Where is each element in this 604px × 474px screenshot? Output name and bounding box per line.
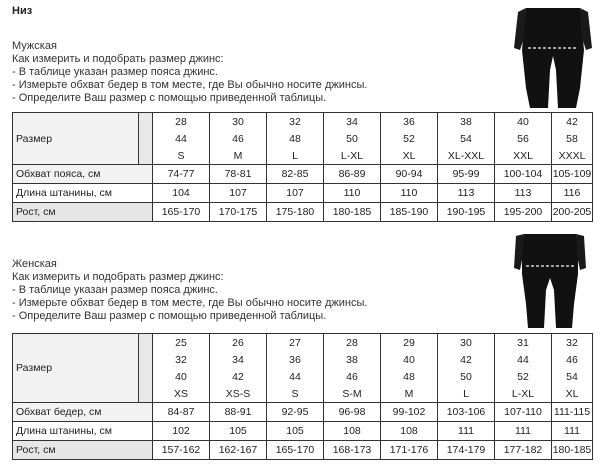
size-cell: XXL bbox=[495, 147, 552, 165]
measure-cell: 103-106 bbox=[438, 403, 495, 422]
size-cell: 34 bbox=[324, 113, 381, 131]
size-cell: XL-XXL bbox=[438, 147, 495, 165]
size-cell: 52 bbox=[381, 130, 438, 147]
size-cell: 26 bbox=[210, 334, 267, 352]
men-intro bbox=[12, 40, 367, 105]
measure-cell: 108 bbox=[381, 422, 438, 441]
size-cell: 58 bbox=[552, 130, 593, 147]
size-cell: 54 bbox=[438, 130, 495, 147]
size-cell: S-M bbox=[324, 385, 381, 403]
measure-cell: 168-173 bbox=[324, 441, 381, 460]
measure-cell: 107 bbox=[210, 184, 267, 203]
size-cell: M bbox=[381, 385, 438, 403]
measure-cell: 113 bbox=[495, 184, 552, 203]
size-cell: XS-S bbox=[210, 385, 267, 403]
measure-cell: 105-109 bbox=[552, 165, 593, 184]
measure-cell: 157-162 bbox=[153, 441, 210, 460]
size-cell: L bbox=[438, 385, 495, 403]
size-cell: 44 bbox=[267, 368, 324, 385]
measure-cell: 110 bbox=[324, 184, 381, 203]
size-cell: S bbox=[153, 147, 210, 165]
measure-label: Длина штанины, см bbox=[13, 184, 153, 203]
measure-row bbox=[13, 165, 593, 184]
measure-cell: 84-87 bbox=[153, 403, 210, 422]
measure-cell: 100-104 bbox=[495, 165, 552, 184]
size-cell: 50 bbox=[324, 130, 381, 147]
size-cell: 44 bbox=[153, 130, 210, 147]
size-cell: XXXL bbox=[552, 147, 593, 165]
size-cell: 36 bbox=[381, 113, 438, 131]
measure-cell: 96-98 bbox=[324, 403, 381, 422]
measure-cell: 116 bbox=[552, 184, 593, 203]
measure-cell: 99-102 bbox=[381, 403, 438, 422]
size-cell: 38 bbox=[438, 113, 495, 131]
size-cell: S bbox=[267, 385, 324, 403]
size-cell: L-XL bbox=[495, 385, 552, 403]
measure-row bbox=[13, 184, 593, 203]
size-cell: 52 bbox=[495, 368, 552, 385]
measure-cell: 108 bbox=[324, 422, 381, 441]
measure-cell: 175-180 bbox=[267, 203, 324, 222]
measure-label: Обхват пояса, см bbox=[13, 165, 153, 184]
size-cell: 38 bbox=[324, 351, 381, 368]
measure-label: Длина штанины, см bbox=[13, 422, 153, 441]
size-cell: 42 bbox=[210, 368, 267, 385]
size-cell: L-XL bbox=[324, 147, 381, 165]
women-size-table bbox=[12, 333, 593, 460]
measure-row bbox=[13, 203, 593, 222]
measure-row bbox=[13, 441, 593, 460]
men-size-table bbox=[12, 112, 593, 222]
size-cell: 31 bbox=[495, 334, 552, 352]
size-label: Размер bbox=[13, 334, 139, 403]
measure-cell: 90-94 bbox=[381, 165, 438, 184]
measure-cell: 111 bbox=[552, 422, 593, 441]
measure-cell: 171-176 bbox=[381, 441, 438, 460]
women-intro bbox=[12, 258, 367, 323]
men-heading: Мужская bbox=[12, 40, 57, 52]
spacer-cell bbox=[139, 334, 153, 403]
woman-jeans-figure-icon bbox=[514, 234, 586, 328]
size-cell: 48 bbox=[267, 130, 324, 147]
size-cell: 54 bbox=[552, 368, 593, 385]
size-cell: 27 bbox=[267, 334, 324, 352]
size-cell: 46 bbox=[210, 130, 267, 147]
measure-cell: 195-200 bbox=[495, 203, 552, 222]
measure-cell: 180-185 bbox=[324, 203, 381, 222]
men-instruction: - Измерьте обхват бедер в том месте, где Вы обычно носите джинсы. bbox=[12, 79, 368, 91]
size-cell: 44 bbox=[495, 351, 552, 368]
measure-cell: 78-81 bbox=[210, 165, 267, 184]
measure-cell: 165-170 bbox=[267, 441, 324, 460]
women-instruction: - В таблице указан размер пояса джинс. bbox=[12, 284, 218, 296]
size-row bbox=[13, 334, 593, 352]
women-instruction: - Определите Ваш размер с помощью приведенной таблицы. bbox=[12, 310, 327, 322]
size-cell: L bbox=[267, 147, 324, 165]
measure-label: Обхват бедер, см bbox=[13, 403, 153, 422]
women-instruction: - Измерьте обхват бедер в том месте, где Вы обычно носите джинсы. bbox=[12, 297, 368, 309]
size-cell: 40 bbox=[495, 113, 552, 131]
measure-cell: 111-115 bbox=[552, 403, 593, 422]
size-cell: M bbox=[210, 147, 267, 165]
page-title: Низ bbox=[12, 5, 33, 17]
measure-cell: 111 bbox=[495, 422, 552, 441]
size-row bbox=[13, 113, 593, 131]
measure-cell: 104 bbox=[153, 184, 210, 203]
size-cell: 34 bbox=[210, 351, 267, 368]
measure-row bbox=[13, 422, 593, 441]
measure-cell: 95-99 bbox=[438, 165, 495, 184]
measure-cell: 74-77 bbox=[153, 165, 210, 184]
size-cell: 32 bbox=[552, 334, 593, 352]
men-instruction: - В таблице указан размер пояса джинс. bbox=[12, 66, 218, 78]
measure-cell: 177-182 bbox=[495, 441, 552, 460]
measure-cell: 190-195 bbox=[438, 203, 495, 222]
measure-cell: 107 bbox=[267, 184, 324, 203]
measure-cell: 105 bbox=[267, 422, 324, 441]
size-cell: 42 bbox=[552, 113, 593, 131]
measure-cell: 86-89 bbox=[324, 165, 381, 184]
size-cell: 30 bbox=[210, 113, 267, 131]
men-instruction: - Определите Ваш размер с помощью приведенной таблицы. bbox=[12, 92, 327, 104]
men-instruction: Как измерить и подобрать размер джинс: bbox=[12, 53, 224, 65]
women-heading: Женская bbox=[12, 258, 57, 270]
spacer-cell bbox=[139, 113, 153, 165]
man-jeans-figure-icon bbox=[510, 8, 596, 108]
measure-cell: 165-170 bbox=[153, 203, 210, 222]
measure-cell: 111 bbox=[438, 422, 495, 441]
size-cell: 48 bbox=[381, 368, 438, 385]
measure-cell: 110 bbox=[381, 184, 438, 203]
size-cell: XL bbox=[552, 385, 593, 403]
measure-cell: 185-190 bbox=[381, 203, 438, 222]
size-cell: 29 bbox=[381, 334, 438, 352]
measure-cell: 180-185 bbox=[552, 441, 593, 460]
size-cell: 56 bbox=[495, 130, 552, 147]
measure-cell: 200-205 bbox=[552, 203, 593, 222]
size-cell: 32 bbox=[267, 113, 324, 131]
measure-cell: 107-110 bbox=[495, 403, 552, 422]
size-cell: 30 bbox=[438, 334, 495, 352]
measure-cell: 170-175 bbox=[210, 203, 267, 222]
size-cell: 25 bbox=[153, 334, 210, 352]
size-cell: XS bbox=[153, 385, 210, 403]
size-cell: XL bbox=[381, 147, 438, 165]
measure-cell: 82-85 bbox=[267, 165, 324, 184]
measure-cell: 174-179 bbox=[438, 441, 495, 460]
size-cell: 42 bbox=[438, 351, 495, 368]
women-instruction: Как измерить и подобрать размер джинс: bbox=[12, 271, 224, 283]
measure-cell: 88-91 bbox=[210, 403, 267, 422]
measure-cell: 92-95 bbox=[267, 403, 324, 422]
size-cell: 36 bbox=[267, 351, 324, 368]
measure-cell: 162-167 bbox=[210, 441, 267, 460]
measure-cell: 113 bbox=[438, 184, 495, 203]
size-cell: 46 bbox=[552, 351, 593, 368]
size-cell: 40 bbox=[153, 368, 210, 385]
measure-cell: 102 bbox=[153, 422, 210, 441]
size-cell: 32 bbox=[153, 351, 210, 368]
size-cell: 28 bbox=[153, 113, 210, 131]
size-cell: 40 bbox=[381, 351, 438, 368]
measure-row bbox=[13, 403, 593, 422]
measure-cell: 105 bbox=[210, 422, 267, 441]
size-cell: 46 bbox=[324, 368, 381, 385]
size-label: Размер bbox=[13, 113, 139, 165]
measure-label: Рост, см bbox=[13, 203, 153, 222]
size-cell: 50 bbox=[438, 368, 495, 385]
size-cell: 28 bbox=[324, 334, 381, 352]
measure-label: Рост, см bbox=[13, 441, 153, 460]
